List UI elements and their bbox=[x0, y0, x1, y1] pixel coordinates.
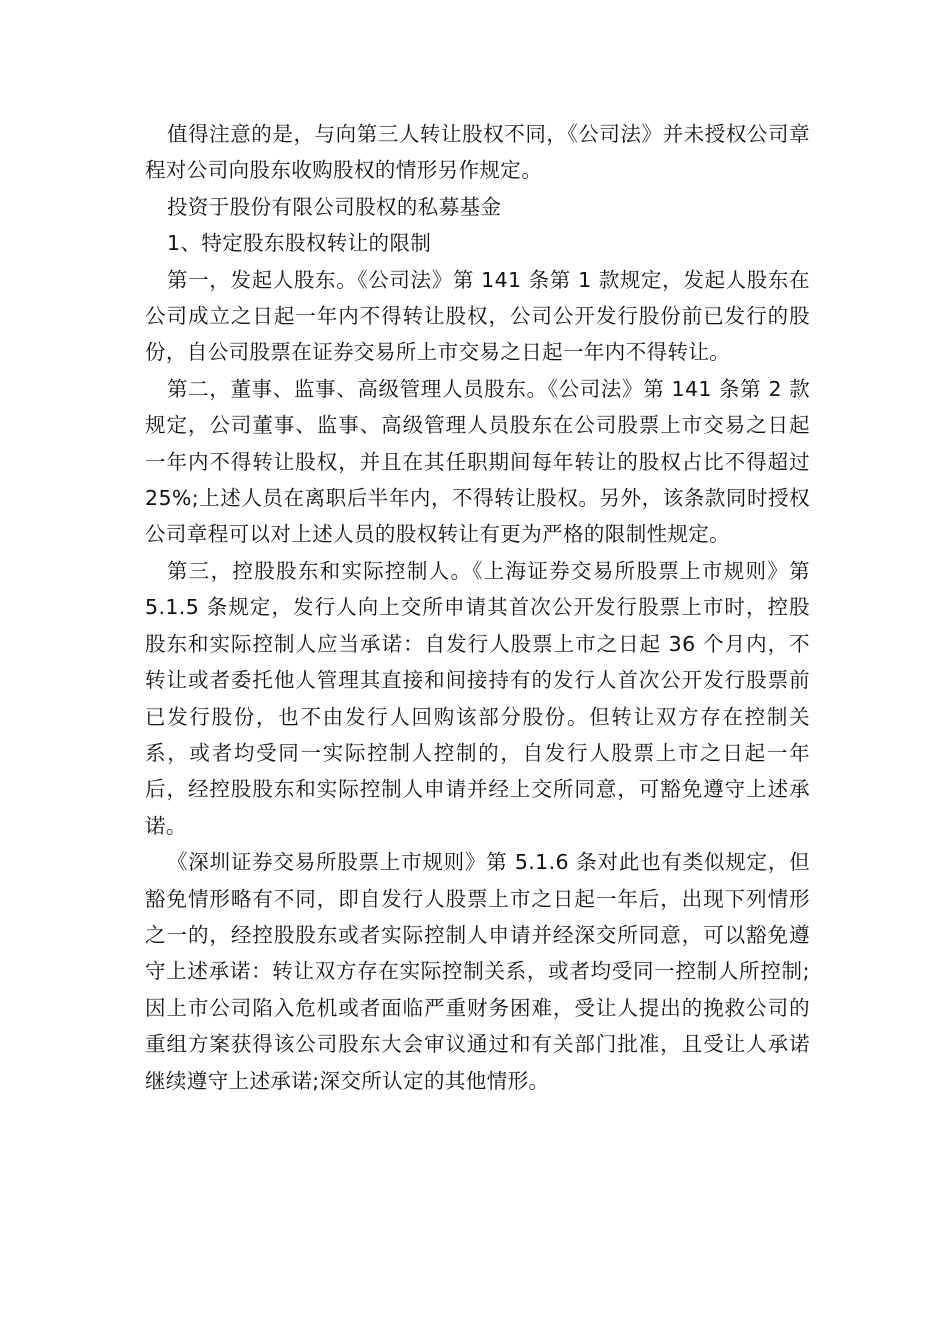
paragraph-second-directors: 第二，董事、监事、高级管理人员股东。《公司法》第 141 条第 2 款规定，公司董事、监事、高级管理人员股东在公司股票上市交易之日起一年内不得转让股权，并且在其任职期间每年转让的股权占比不得超过 25%;上述人员在离职后半年内，不得转让股权。另外，该条款同时授权公司章程可以对上述人员的股权转让有更为严格的限制性规定。 bbox=[145, 376, 810, 547]
paragraph-first-founder: 第一，发起人股东。《公司法》第 141 条第 1 款规定，发起人股东在公司成立之日起一年内不得转让股权，公司公开发行股份前已发行的股份，自公司股票在证券交易所上市交易之日起一年内不得转让。 bbox=[145, 267, 810, 365]
paragraph-heading-transfer-restriction: 1、特定股东股权转让的限制 bbox=[167, 231, 432, 256]
paragraph-third-controlling: 第三，控股股东和实际控制人。《上海证券交易所股票上市规则》第 5.1.5 条规定，发行人向上交所申请其首次公开发行股票上市时，控股股东和实际控制人应当承诺：自发行人股票上市之日起 36 个月内，不转让或者委托他人管理其直接和间接持有的发行人首次公开发行股票前已发行股份，也不由发行人回购该部分股份。但转让双方存在控制关系，或者均受同一实际控制人控制的，自发行人股票上市之日起一年后，经控股股东和实际控制人申请并经上交所同意，可豁免遵守上述承诺。 bbox=[145, 558, 810, 838]
document-body bbox=[145, 116, 810, 1099]
paragraph-shenzhen-rules: 《深圳证券交易所股票上市规则》第 5.1.6 条对此也有类似规定，但豁免情形略有不同，即自发行人股票上市之日起一年后，出现下列情形之一的，经控股股东或者实际控制人申请并经深交所同意，可以豁免遵守上述承诺：转让双方存在实际控制关系，或者均受同一控制人所控制;因上市公司陷入危机或者面临严重财务困难，受让人提出的挽救公司的重组方案获得该公司股东大会审议通过和有关部门批准，且受让人承诺继续遵守上述承诺;深交所认定的其他情形。 bbox=[145, 850, 810, 1093]
paragraph-heading-private-fund: 投资于股份有限公司股权的私募基金 bbox=[167, 194, 502, 219]
paragraph-note: 值得注意的是，与向第三人转让股权不同，《公司法》并未授权公司章程对公司向股东收购股权的情形另作规定。 bbox=[145, 122, 810, 183]
